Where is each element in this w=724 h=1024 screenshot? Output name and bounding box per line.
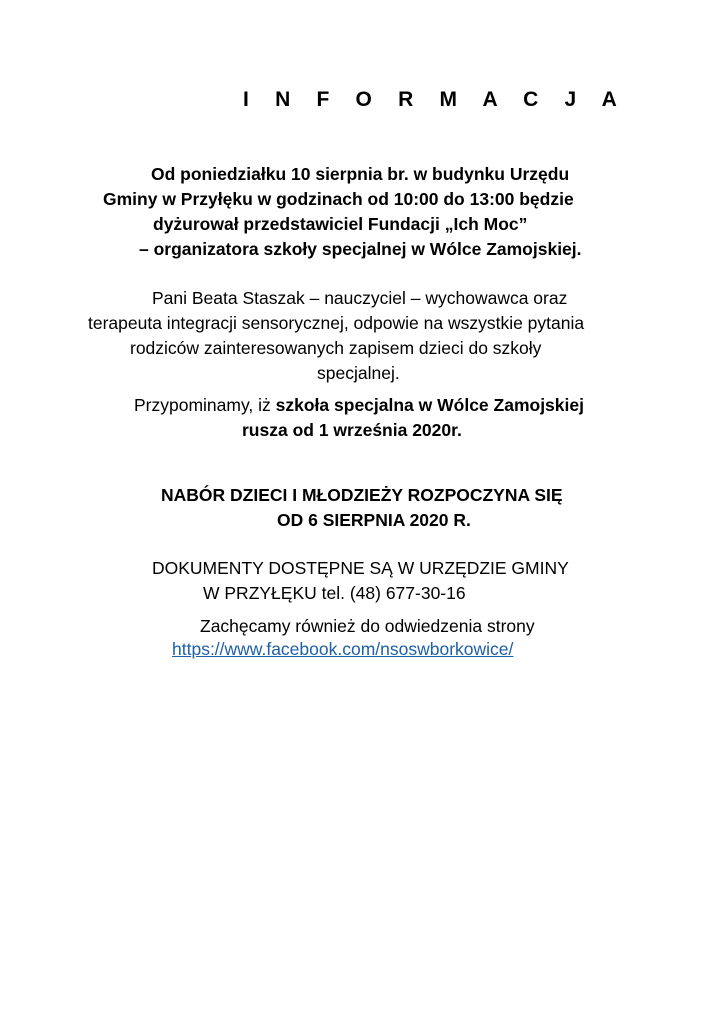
paragraph3-prefix: Przypominamy, iż (134, 395, 276, 415)
paragraph1-line1: Od poniedziałku 10 sierpnia br. w budynku Urzędu (151, 164, 570, 184)
recruitment-line1: NABÓR DZIECI I MŁODZIEŻY ROZPOCZYNA SIĘ (161, 485, 563, 505)
paragraph1-line4: – organizatora szkoły specjalnej w Wólce Zamojskiej. (139, 239, 582, 259)
recruitment-line2: OD 6 SIERPNIA 2020 R. (277, 510, 471, 530)
paragraph2-line3: rodziców zainteresowanych zapisem dzieci do szkoły (130, 338, 542, 358)
paragraph3-line1 (134, 394, 584, 416)
paragraph1-line2: Gminy w Przyłęku w godzinach od 10:00 do 13:00 będzie (103, 189, 574, 209)
paragraph3-line2: rusza od 1 września 2020r. (242, 420, 462, 440)
paragraph2-line2: terapeuta integracji sensorycznej, odpowie na wszystkie pytania (88, 313, 585, 333)
paragraph2-line1: Pani Beata Staszak – nauczyciel – wychowawca oraz (152, 288, 568, 308)
page-title: I N F O R M A C J A (243, 88, 627, 111)
documents-line2: W PRZYŁĘKU tel. (48) 677-30-16 (203, 583, 466, 603)
paragraph1-line3: dyżurował przedstawiciel Fundacji „Ich Moc” (153, 214, 528, 234)
paragraph3-bold: szkoła specjalna w Wólce Zamojskiej (275, 395, 584, 415)
facebook-link[interactable]: https://www.facebook.com/nsoswborkowice/ (172, 639, 514, 659)
invite-line: Zachęcamy również do odwiedzenia strony (200, 616, 535, 636)
documents-line1: DOKUMENTY DOSTĘPNE SĄ W URZĘDZIE GMINY (152, 558, 569, 578)
paragraph2-line4: specjalnej. (317, 363, 400, 383)
